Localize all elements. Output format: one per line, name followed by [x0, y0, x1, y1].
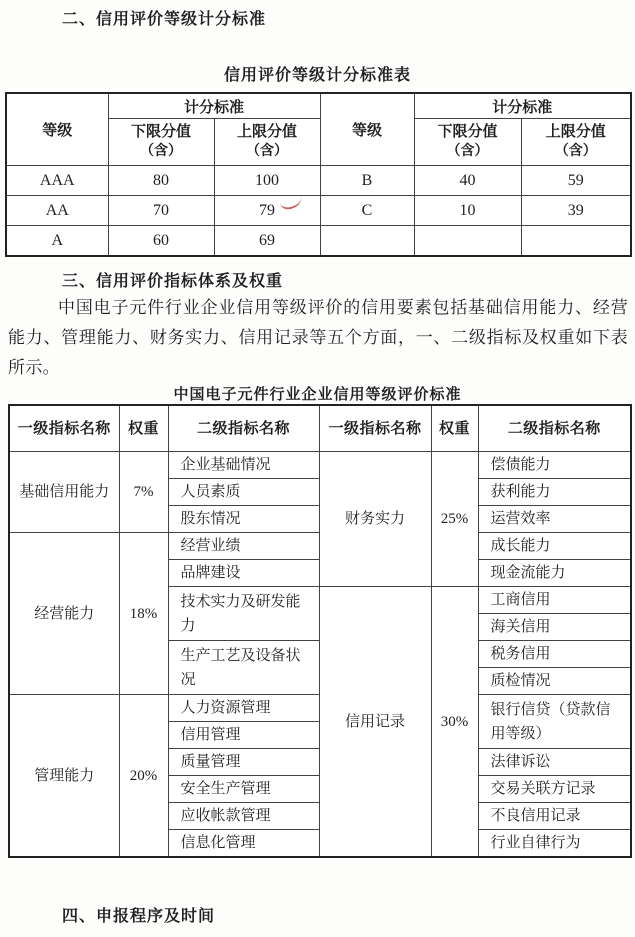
- secondary-indicator-header-cell: 二级指标名称: [478, 405, 631, 452]
- rating-indicator-table: [8, 404, 632, 858]
- score-standard-table: [5, 92, 632, 257]
- secondary-indicator-cell: 应收帐款管理: [168, 803, 319, 830]
- secondary-indicator-cell: 税务信用: [478, 641, 631, 668]
- secondary-indicator-cell: 品牌建设: [168, 560, 319, 587]
- grade-cell: C: [320, 196, 414, 226]
- upper-score-cell: 59: [521, 166, 631, 196]
- lower-score-cell: 80: [108, 166, 214, 196]
- primary-indicator-cell: 基础信用能力: [9, 452, 119, 533]
- secondary-indicator-cell: 技术实力及研发能力: [168, 587, 319, 641]
- lower-bound-header-cell: [108, 119, 214, 166]
- secondary-indicator-cell: 工商信用: [478, 587, 631, 614]
- weight-cell: 7%: [119, 452, 168, 533]
- grade-cell: A: [6, 226, 108, 257]
- indicator-table-header-row: [9, 405, 631, 452]
- upper-score-cell: 100: [214, 166, 320, 196]
- grade-header-cell: 等级: [320, 93, 414, 166]
- secondary-indicator-cell: 股东情况: [168, 506, 319, 533]
- lower-bound-header-cell: [414, 119, 521, 166]
- lower-score-cell: [414, 226, 521, 257]
- upper-score-cell: 69: [214, 226, 320, 257]
- secondary-indicator-cell: 信息化管理: [168, 830, 319, 858]
- secondary-indicator-cell: 人力资源管理: [168, 695, 319, 722]
- secondary-indicator-cell: 质检情况: [478, 668, 631, 695]
- secondary-indicator-cell: 安全生产管理: [168, 776, 319, 803]
- weight-header-cell: 权重: [431, 405, 478, 452]
- secondary-indicator-cell: 偿债能力: [478, 452, 631, 479]
- grade-cell: B: [320, 166, 414, 196]
- secondary-indicator-cell: 成长能力: [478, 533, 631, 560]
- upper-bound-label: 上限分值: [237, 124, 298, 140]
- secondary-indicator-cell: 生产工艺及设备状况: [168, 641, 319, 695]
- secondary-indicator-cell: 不良信用记录: [478, 803, 631, 830]
- secondary-indicator-cell: 信用管理: [168, 722, 319, 749]
- lower-score-cell: 10: [414, 196, 521, 226]
- score-standard-header-cell: 计分标准: [414, 93, 631, 119]
- score-table-row: [6, 196, 631, 226]
- secondary-indicator-cell: 法律诉讼: [478, 749, 631, 776]
- inclusive-note: （含）: [446, 144, 489, 159]
- score-table-header-row-1: [6, 93, 631, 119]
- weight-header-cell: 权重: [119, 405, 168, 452]
- primary-indicator-cell: 财务实力: [319, 452, 431, 587]
- secondary-indicator-cell: 海关信用: [478, 614, 631, 641]
- indicator-table-title: 中国电子元件行业企业信用等级评价标准: [173, 387, 462, 403]
- primary-indicator-cell: 信用记录: [319, 587, 431, 858]
- secondary-indicator-cell: 人员素质: [168, 479, 319, 506]
- secondary-indicator-cell: 质量管理: [168, 749, 319, 776]
- weight-cell: 25%: [431, 452, 478, 587]
- secondary-indicator-cell: 获利能力: [478, 479, 631, 506]
- weight-cell: 18%: [119, 533, 168, 695]
- section-heading-3: 三、信用评价指标体系及权重: [62, 273, 284, 290]
- inclusive-note: （含）: [554, 144, 597, 159]
- secondary-indicator-cell: 行业自律行为: [478, 830, 631, 858]
- secondary-indicator-cell: 银行信贷（贷款信用等级）: [478, 695, 631, 749]
- section-heading-4: 四、申报程序及时间: [62, 908, 216, 925]
- grade-header-cell: 等级: [6, 93, 108, 166]
- intro-paragraph: 中国电子元件行业企业信用等级评价的信用要素包括基础信用能力、经营能力、管理能力、财务实力、信用记录等五个方面，一、二级指标及权重如下表所示。: [8, 298, 628, 377]
- primary-indicator-cell: 管理能力: [9, 695, 119, 858]
- score-table-title: 信用评价等级计分标准表: [223, 67, 411, 84]
- grade-cell: [320, 226, 414, 257]
- upper-score-cell: 79: [214, 196, 320, 226]
- grade-cell: AA: [6, 196, 108, 226]
- lower-bound-label: 下限分值: [437, 124, 498, 140]
- upper-bound-header-cell: [214, 119, 320, 166]
- secondary-indicator-cell: 企业基础情况: [168, 452, 319, 479]
- secondary-indicator-cell: 运营效率: [478, 506, 631, 533]
- grade-cell: AAA: [6, 166, 108, 196]
- secondary-indicator-header-cell: 二级指标名称: [168, 405, 319, 452]
- upper-bound-label: 上限分值: [545, 124, 606, 140]
- score-table-row: [6, 166, 631, 196]
- secondary-indicator-cell: 现金流能力: [478, 560, 631, 587]
- lower-score-cell: 40: [414, 166, 521, 196]
- indicator-table-row: [9, 452, 631, 479]
- score-standard-header-cell: 计分标准: [108, 93, 320, 119]
- inclusive-note: （含）: [140, 144, 182, 159]
- upper-score-cell: [521, 226, 631, 257]
- weight-cell: 20%: [119, 695, 168, 858]
- secondary-indicator-cell: 交易关联方记录: [478, 776, 631, 803]
- primary-indicator-header-cell: 一级指标名称: [9, 405, 119, 452]
- upper-score-cell: 39: [521, 196, 631, 226]
- weight-cell: 30%: [431, 587, 478, 858]
- secondary-indicator-cell: 经营业绩: [168, 533, 319, 560]
- lower-score-cell: 70: [108, 196, 214, 226]
- score-table-row: [6, 226, 631, 257]
- primary-indicator-cell: 经营能力: [9, 533, 119, 695]
- section-heading-2: 二、信用评价等级计分标准: [62, 11, 267, 28]
- inclusive-note: （含）: [246, 144, 288, 159]
- lower-bound-label: 下限分值: [130, 124, 191, 140]
- lower-score-cell: 60: [108, 226, 214, 257]
- upper-bound-header-cell: [521, 119, 631, 166]
- primary-indicator-header-cell: 一级指标名称: [319, 405, 431, 452]
